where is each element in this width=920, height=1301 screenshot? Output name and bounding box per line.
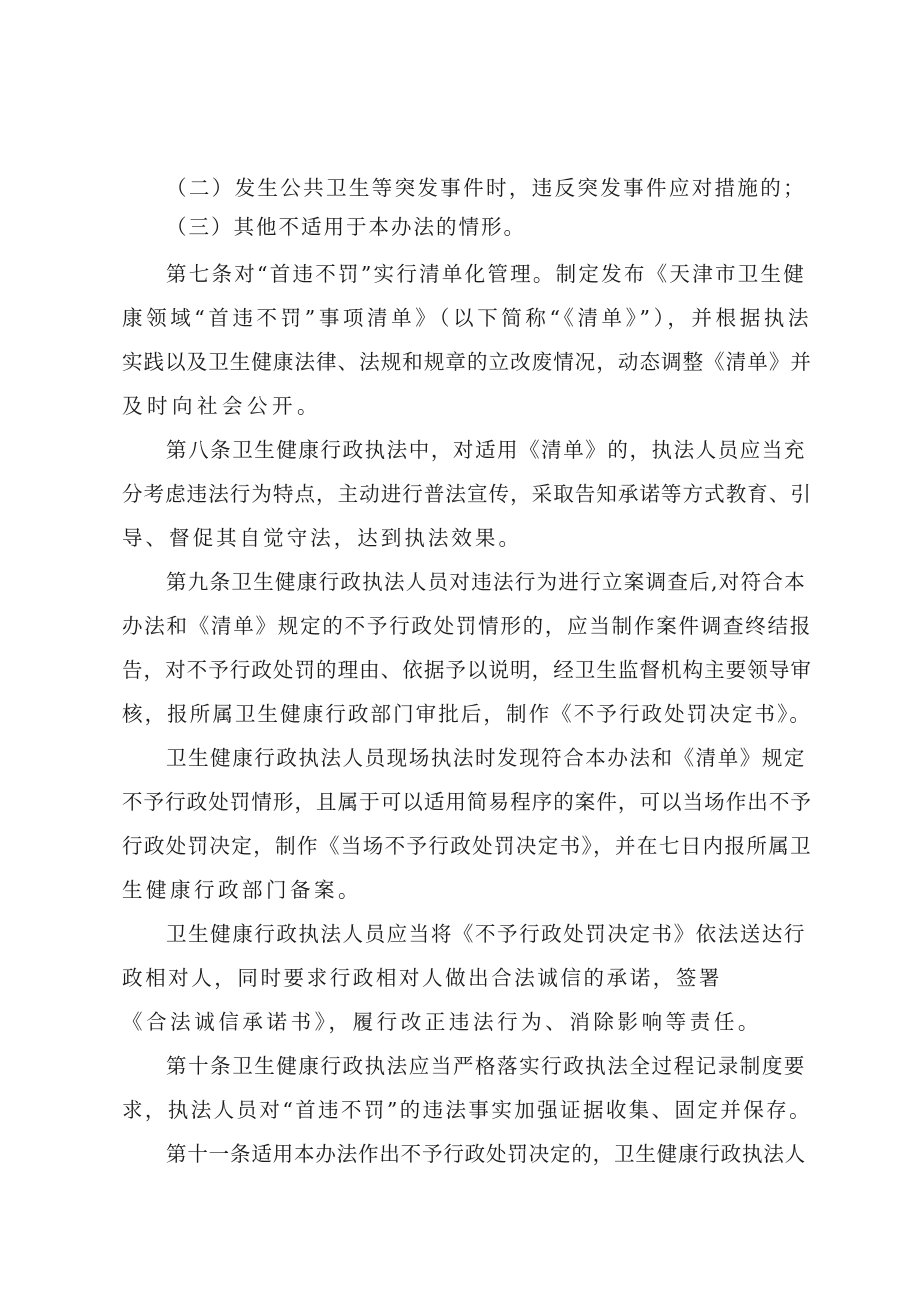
- text-line: 第八条卫生健康行政执法中，对适用《清单》的，执法人员应当充: [166, 438, 806, 462]
- text-line: 办法和《清单》规定的不予行政处罚情形的，应当制作案件调查终结报: [122, 614, 812, 638]
- text-line: 第九条卫生健康行政执法人员对违法行为进行立案调查后,对符合本: [166, 570, 806, 594]
- text-line: 第七条对“首违不罚”实行清单化管理。制定发布《天津市卫生健: [166, 262, 806, 286]
- text-line: （二）发生公共卫生等突发事件时，违反突发事件应对措施的；: [166, 176, 806, 200]
- text-line: 不予行政处罚情形，且属于可以适用简易程序的案件，可以当场作出不予: [122, 790, 812, 814]
- text-line: 《合法诚信承诺书》，履行改正违法行为、消除影响等责任。: [122, 1010, 762, 1034]
- text-line: 生健康行政部门备案。: [122, 878, 362, 902]
- text-line: 核，报所属卫生健康行政部门审批后，制作《不予行政处罚决定书》。: [122, 702, 812, 726]
- text-line: 实践以及卫生健康法律、法规和规章的立改废情况，动态调整《清单》并: [122, 350, 812, 374]
- text-line: 卫生健康行政执法人员应当将《不予行政处罚决定书》依法送达行: [166, 922, 806, 946]
- text-line: 第十条卫生健康行政执法应当严格落实行政执法全过程记录制度要: [166, 1054, 806, 1078]
- text-line: 康领域“首违不罚”事项清单》（以下简称“《清单》”），并根据执法: [122, 306, 812, 330]
- text-line: 导、督促其自觉守法，达到执法效果。: [122, 526, 522, 550]
- text-line: 卫生健康行政执法人员现场执法时发现符合本办法和《清单》规定: [166, 746, 806, 770]
- text-line: 行政处罚决定，制作《当场不予行政处罚决定书》，并在七日内报所属卫: [122, 834, 812, 858]
- text-line: 分考虑违法行为特点，主动进行普法宣传，采取告知承诺等方式教育、引: [122, 482, 812, 506]
- text-line: 政相对人，同时要求行政相对人做出合法诚信的承诺，签署: [122, 966, 722, 990]
- text-line: 告，对不予行政处罚的理由、依据予以说明，经卫生监督机构主要领导审: [122, 658, 812, 682]
- text-line: 第十一条适用本办法作出不予行政处罚决定的，卫生健康行政执法人: [166, 1142, 806, 1166]
- text-line: （三）其他不适用于本办法的情形。: [166, 215, 526, 239]
- text-line: 及时向社会公开。: [122, 394, 322, 418]
- text-line: 求，执法人员对“首违不罚”的违法事实加强证据收集、固定并保存。: [122, 1098, 812, 1122]
